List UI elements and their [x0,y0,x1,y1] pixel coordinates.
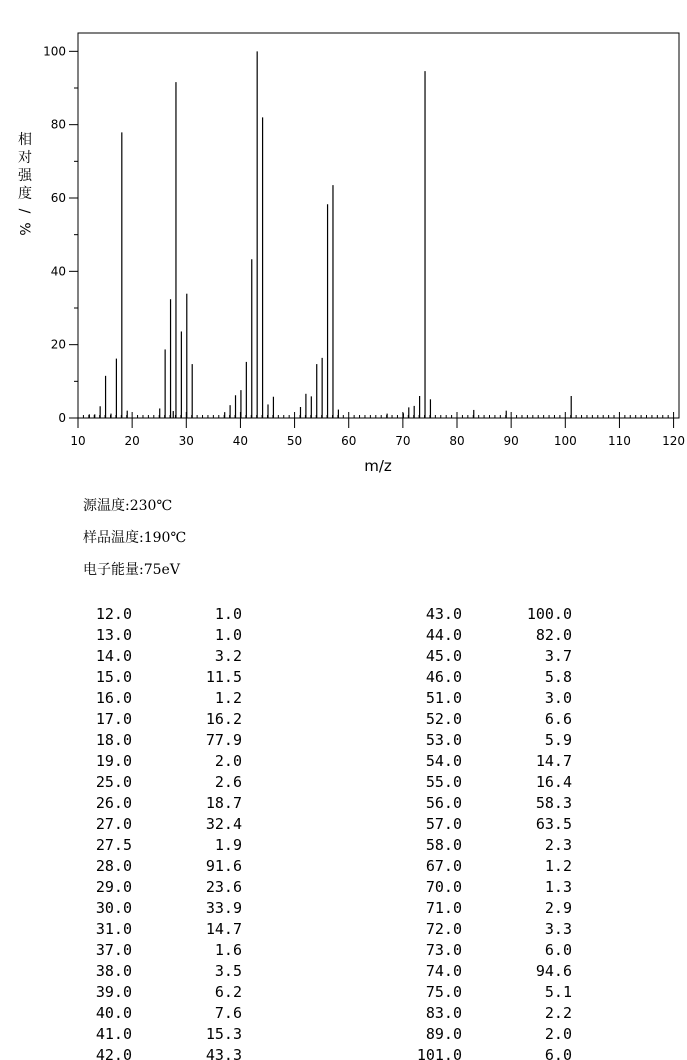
peak-table-mz: 70.0 [425,878,462,896]
x-axis-label: m/z [364,457,392,475]
peak-table-mz: 30.0 [95,899,132,917]
peak-table-intensity: 1.6 [214,941,242,959]
peak-table-intensity: 7.6 [214,1004,242,1022]
peak-table-mz: 26.0 [95,794,132,812]
peak-table-mz: 57.0 [425,815,462,833]
y-axis-label-char: 强 [18,168,32,184]
peak-table-intensity: 23.6 [205,878,242,896]
tick-labels [43,44,685,448]
y-axis-label-char: 相 [18,132,32,148]
x-tick-label: 60 [341,434,357,448]
x-tick-label: 30 [178,434,194,448]
y-axis-label-char: 度 [18,186,32,202]
peak-table-intensity: 3.2 [214,647,242,665]
peak-table-intensity: 82.0 [535,626,572,644]
peak-table-intensity: 11.5 [205,668,242,686]
peak-table-mz: 51.0 [425,689,462,707]
peak-table-intensity: 1.2 [214,689,242,707]
plot-frame [78,33,679,418]
x-tick-label: 100 [553,434,577,448]
peak-table-intensity: 2.3 [544,836,572,854]
peak-table-intensity: 6.0 [544,1046,572,1060]
x-tick-label: 70 [395,434,411,448]
x-tick-label: 50 [286,434,303,448]
peak-table-mz: 29.0 [95,878,132,896]
condition-electron-energy: 电子能量:75eV [83,562,180,578]
x-tick-label: 110 [607,434,631,448]
peak-table-mz: 73.0 [425,941,462,959]
peak-table-intensity: 94.6 [535,962,572,980]
peak-table-mz: 27.0 [95,815,132,833]
peak-table-intensity: 14.7 [205,920,242,938]
y-tick-label: 80 [50,117,66,132]
x-tick-label: 90 [503,434,519,448]
y-axis-label-char: / [16,208,32,214]
peak-table-intensity: 1.2 [544,857,572,875]
peak-table-mz: 27.5 [95,836,132,854]
peak-table-mz: 19.0 [95,752,132,770]
peak-table-intensity: 14.7 [535,752,572,770]
peak-table-intensity: 18.7 [205,794,242,812]
y-tick-label: 60 [50,191,66,205]
peak-table-mz: 46.0 [425,668,462,686]
peak-table-mz: 52.0 [425,710,462,728]
peak-table-intensity: 1.9 [214,836,242,854]
peak-table-intensity: 6.6 [544,710,572,728]
peak-table-mz: 44.0 [425,626,462,644]
peak-table-mz: 28.0 [95,857,132,875]
x-tick-label: 80 [449,434,465,448]
peak-table-mz: 101.0 [416,1046,462,1060]
peak-table-mz: 67.0 [425,857,462,875]
peak-table-mz: 83.0 [425,1004,462,1022]
peak-table-intensity: 2.0 [214,752,242,770]
peak-table-intensity: 1.3 [544,878,572,896]
peak-table-intensity: 5.1 [544,983,572,1001]
y-axis-label-char: % [16,222,32,236]
axis-ticks [69,51,679,428]
peak-table-mz: 31.0 [95,920,132,938]
peak-table-intensity: 15.3 [205,1025,242,1043]
peak-table-intensity: 100.0 [526,605,572,623]
peak-table-mz: 12.0 [95,605,132,623]
peak-table-mz: 16.0 [95,689,132,707]
peak-table-mz: 55.0 [425,773,462,791]
peak-table-mz: 15.0 [95,668,132,686]
peak-table-mz: 17.0 [95,710,132,728]
peak-table-mz: 45.0 [425,647,462,665]
peak-table-intensity: 1.0 [214,626,242,644]
y-tick-label: 40 [50,264,66,279]
peak-table-mz: 53.0 [425,731,462,749]
peak-table-intensity: 2.9 [544,899,572,917]
peak-table-intensity: 43.3 [205,1046,242,1060]
peak-table-intensity: 16.2 [205,710,242,728]
peak-table-intensity: 58.3 [535,794,572,812]
peak-table-mz: 14.0 [95,647,132,665]
y-axis-label [16,131,33,236]
peak-table-intensity: 3.3 [544,920,572,938]
peak-table-mz: 18.0 [95,731,132,749]
peak-table-intensity: 63.5 [535,815,572,833]
peak-table-intensity: 5.8 [544,668,572,686]
peak-table-intensity: 6.0 [544,941,572,959]
peak-table-intensity: 5.9 [544,731,572,749]
peak-table-mz: 40.0 [95,1004,132,1022]
peak-table-intensity: 32.4 [205,815,242,833]
condition-source-temp: 源温度:230℃ [83,498,173,514]
y-axis-label-char: 对 [18,150,32,166]
x-tick-label: 10 [70,434,86,448]
peak-table-mz: 37.0 [95,941,132,959]
peak-table-intensity: 3.5 [214,962,242,980]
peak-table-intensity: 2.2 [544,1004,572,1022]
peak-table-mz: 56.0 [425,794,462,812]
y-tick-label: 0 [58,411,66,425]
peak-table [0,604,687,1060]
peak-table-intensity: 1.0 [214,605,242,623]
x-tick-label: 20 [124,434,140,448]
peak-table-mz: 38.0 [95,962,132,980]
peak-table-mz: 43.0 [425,605,462,623]
peak-table-mz: 72.0 [425,920,462,938]
x-tick-label: 120 [662,434,686,448]
peak-table-mz: 75.0 [425,983,462,1001]
y-tick-label: 20 [50,337,66,352]
spectrum-peaks [89,51,571,418]
peak-table-mz: 42.0 [95,1046,132,1060]
peak-table-mz: 74.0 [425,962,462,980]
peak-table-mz: 25.0 [95,773,132,791]
peak-table-mz: 13.0 [95,626,132,644]
peak-table-mz: 54.0 [425,752,462,770]
peak-table-intensity: 2.0 [544,1025,572,1043]
peak-table-mz: 89.0 [425,1025,462,1043]
peak-table-intensity: 3.7 [544,647,572,665]
peak-table-intensity: 3.0 [544,689,572,707]
mass-spectrum-chart [0,0,687,480]
y-tick-label: 100 [43,44,66,59]
peak-table-mz: 58.0 [425,836,462,854]
peak-table-intensity: 6.2 [214,983,242,1001]
peak-table-mz: 71.0 [425,899,462,917]
peak-table-mz: 41.0 [95,1025,132,1043]
peak-table-intensity: 16.4 [535,773,572,791]
peak-table-intensity: 33.9 [205,899,242,917]
peak-table-intensity: 77.9 [205,731,242,749]
x-tick-label: 40 [232,434,249,448]
condition-sample-temp: 样品温度:190℃ [83,530,187,546]
peak-table-intensity: 2.6 [214,773,242,791]
peak-table-mz: 39.0 [95,983,132,1001]
peak-table-intensity: 91.6 [205,857,242,875]
